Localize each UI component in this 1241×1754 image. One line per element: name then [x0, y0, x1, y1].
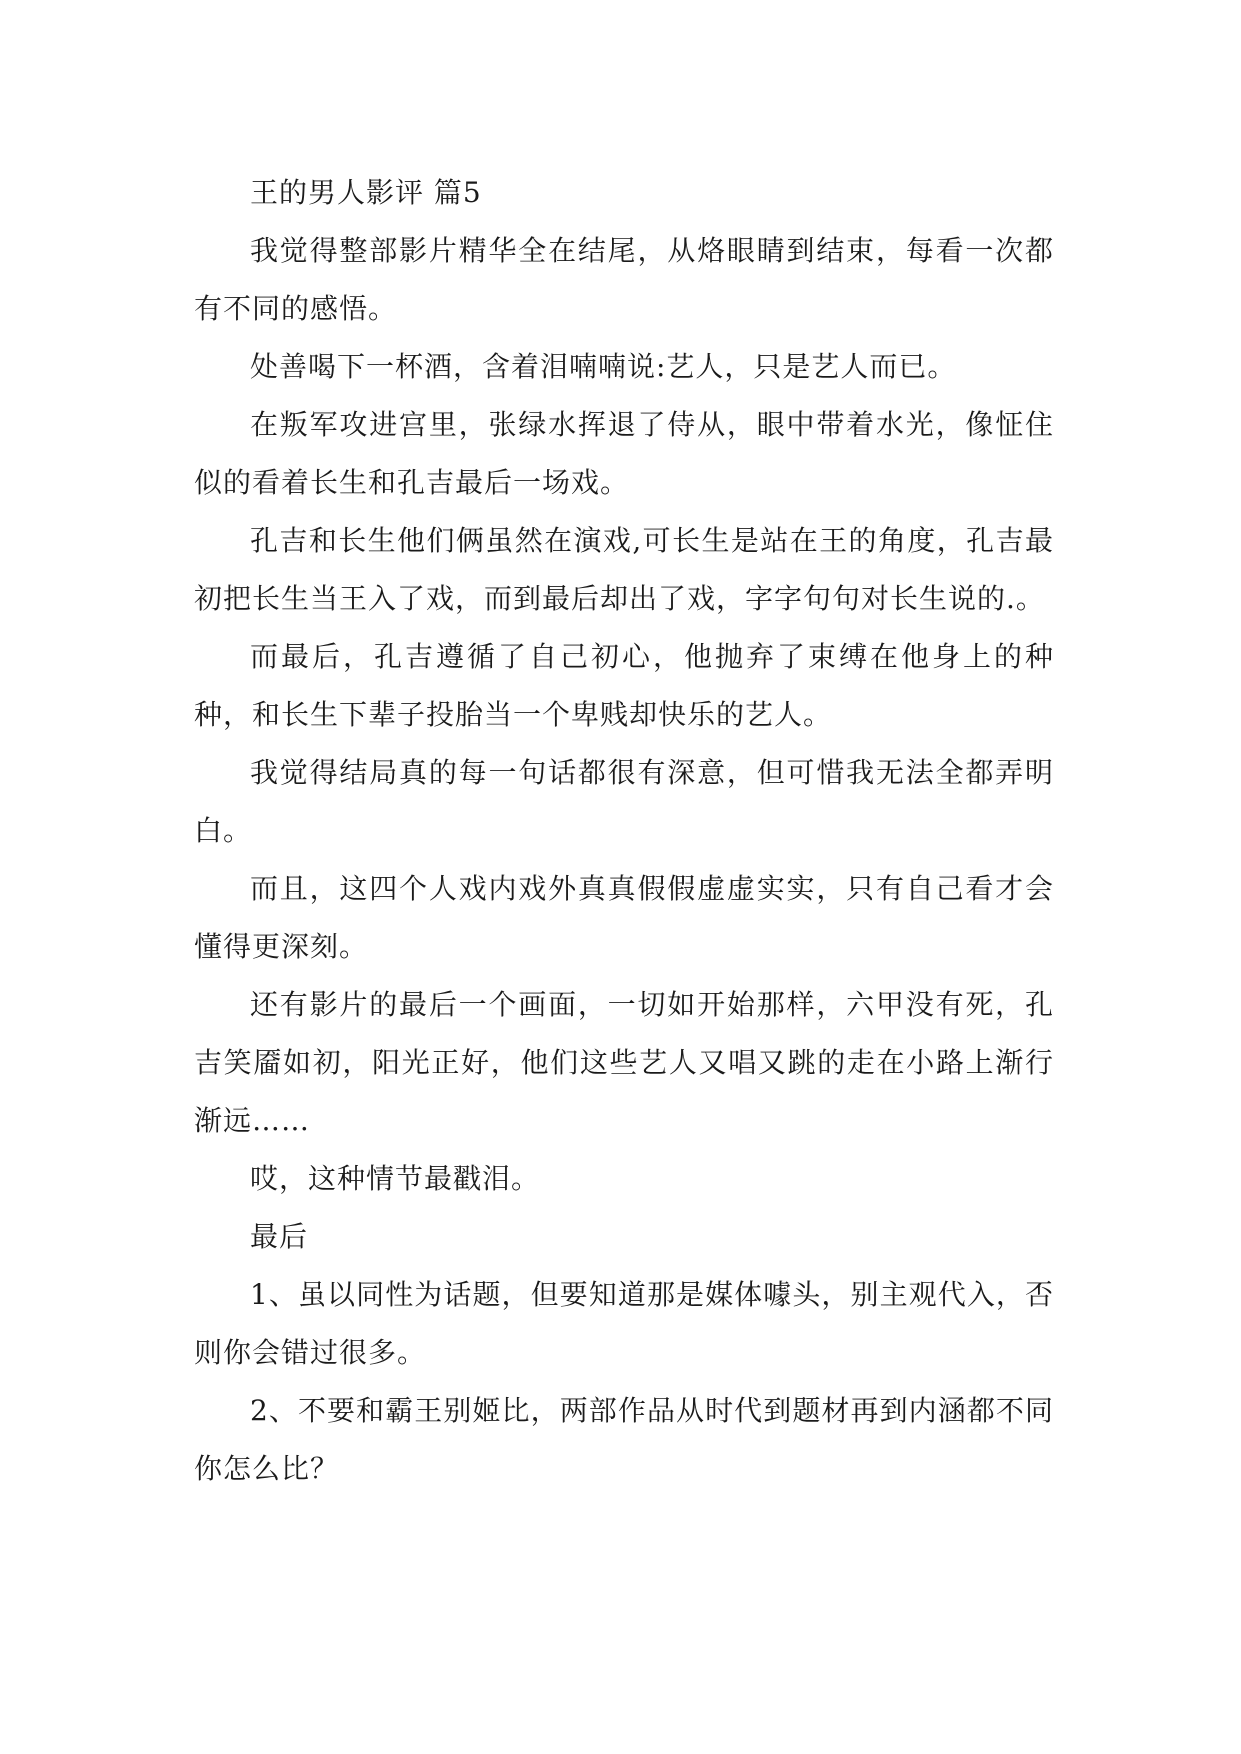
document-title: 王的男人影评 篇5 [250, 176, 482, 209]
paragraph: 处善喝下一杯酒，含着泪喃喃说:艺人，只是艺人而已。 [250, 350, 957, 383]
paragraph: 孔吉和长生他们俩虽然在演戏,可长生是站在王的角度，孔吉最初把长生当王入了戏，而到最后却出了戏，字字句句对长生说的.。 [194, 524, 1054, 615]
document-body [194, 164, 1054, 1498]
paragraph: 2、不要和霸王别姬比，两部作品从时代到题材再到内涵都不同你怎么比？ [194, 1394, 1054, 1485]
paragraph: 我觉得结局真的每一句话都很有深意，但可惜我无法全都弄明白。 [194, 756, 1054, 847]
paragraph: 1、虽以同性为话题，但要知道那是媒体噱头，别主观代入，否则你会错过很多。 [194, 1278, 1054, 1369]
paragraph: 而且，这四个人戏内戏外真真假假虚虚实实，只有自己看才会懂得更深刻。 [194, 872, 1054, 963]
paragraph: 哎，这种情节最戳泪。 [250, 1162, 541, 1195]
paragraph: 在叛军攻进宫里，张绿水挥退了侍从，眼中带着水光，像怔住似的看着长生和孔吉最后一场戏。 [194, 408, 1054, 499]
paragraph: 还有影片的最后一个画面，一切如开始那样，六甲没有死，孔吉笑靥如初，阳光正好，他们这些艺人又唱又跳的走在小路上渐行渐远…… [194, 988, 1054, 1137]
paragraph: 最后 [250, 1220, 309, 1253]
paragraph: 我觉得整部影片精华全在结尾，从烙眼睛到结束，每看一次都有不同的感悟。 [194, 234, 1054, 325]
paragraph: 而最后，孔吉遵循了自己初心，他抛弃了束缚在他身上的种种，和长生下辈子投胎当一个卑贱却快乐的艺人。 [194, 640, 1054, 731]
